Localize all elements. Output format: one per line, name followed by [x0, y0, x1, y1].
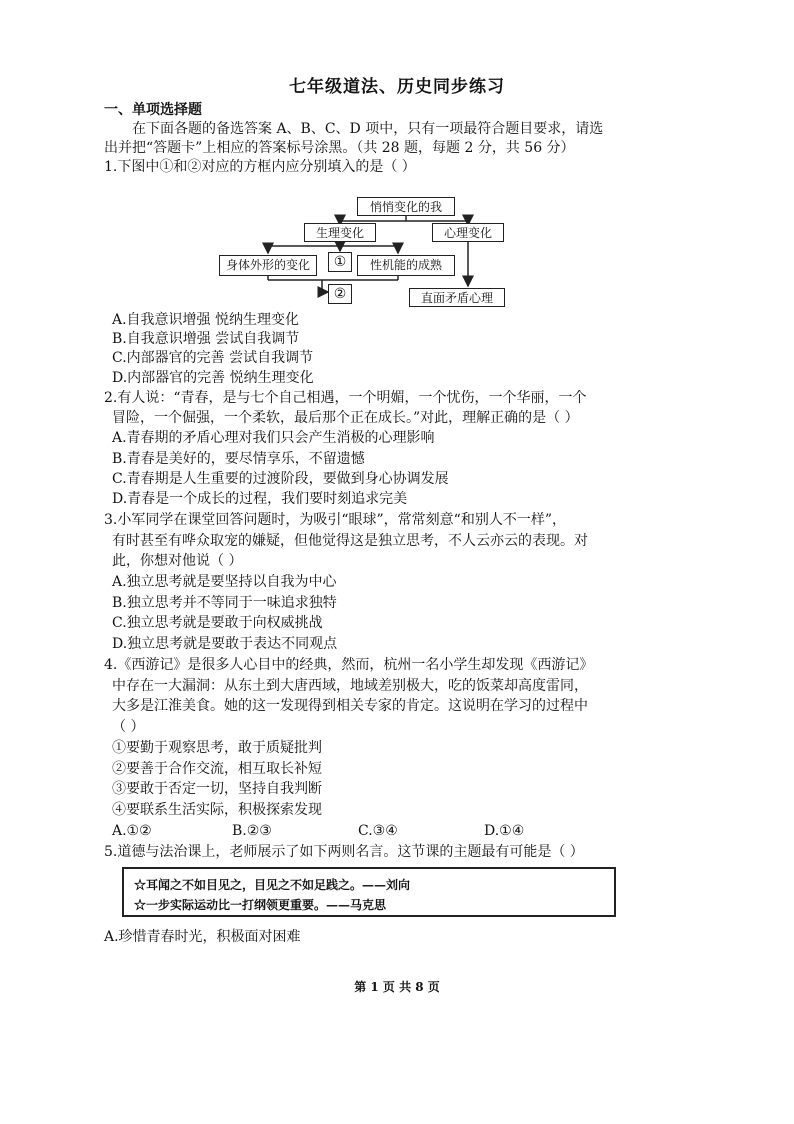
diagram-sexual-box: 性机能的成熟 [357, 255, 455, 276]
q2-option-b: B.青春是美好的，要尽情享乐，不留遗憾 [112, 451, 365, 467]
q2-option-c: C.青春期是人生重要的过渡阶段，要做到身心协调发展 [112, 471, 449, 487]
q1-option-a: A.自我意识增强 悦纳生理变化 [112, 312, 300, 328]
section-heading: 一、单项选择题 [104, 102, 202, 118]
q4-stem-line-2: 中存在一大漏洞：从东土到大唐西域，地域差别极大，吃的饭菜却高度雷同， [112, 678, 588, 694]
q3-stem-line-1: 3.小军同学在课堂回答问题时，为吸引“眼球”，常常刻意“和别人不一样”， [104, 512, 566, 528]
diagram-blank-2-box: ② [328, 284, 352, 304]
q1-option-d: D.内部器官的完善 悦纳生理变化 [112, 370, 314, 386]
q2-stem-line-2: 冒险，一个倔强，一个柔软，最后那个正在成长。”对此，理解正确的是（ ） [112, 410, 579, 426]
q3-stem-line-3: 此，你想对他说（ ） [112, 553, 243, 569]
q3-stem-line-2: 有时甚至有哗众取宠的嫌疑，但他觉得这是独立思考，不人云亦云的表现。对 [112, 533, 588, 549]
page-footer: 第 1 页 共 8 页 [354, 980, 440, 994]
q2-stem-line-1: 2.有人说：“青春，是与七个自己相遇，一个明媚，一个忧伤，一个华丽，一个 [104, 390, 587, 406]
instructions-line-2: 出并把“答题卡”上相应的答案标号涂黑。（共 28 题，每题 2 分，共 56 分） [104, 140, 575, 156]
q5-quote-2: ☆一步实际运动比一打纲领更重要。——马克思 [134, 898, 387, 912]
q3-option-d: D.独立思考就是要敢于表达不同观点 [112, 636, 338, 652]
q2-option-d: D.青春是一个成长的过程，我们要时刻追求完美 [112, 491, 408, 507]
q3-option-b: B.独立思考并不等同于一味追求独特 [112, 595, 337, 611]
page-title: 七年级道法、历史同步练习 [289, 77, 505, 97]
q4-stem-line-3: 大多是江淮美食。她的这一发现得到相关专家的肯定。这说明在学习的过程中 [112, 698, 588, 714]
q1-option-b: B.自我意识增强 尝试自我调节 [112, 331, 300, 347]
q1-option-c: C.内部器官的完善 尝试自我调节 [112, 350, 314, 366]
diagram-physical-box: 生理变化 [304, 223, 376, 242]
q4-option-c: C.③④ [358, 823, 398, 839]
q1-stem: 1.下图中①和②对应的方框内应分别填入的是（ ） [104, 159, 416, 175]
q5-quote-1: ☆耳闻之不如目见之，目见之不如足践之。——刘向 [134, 878, 411, 892]
diagram-contradiction-box: 直面矛盾心理 [409, 288, 505, 307]
q4-option-b: B.②③ [232, 823, 272, 839]
diagram-root-box: 悄悄变化的我 [357, 197, 455, 216]
q4-option-a: A.①② [112, 823, 152, 839]
q5-quote-box [122, 867, 616, 917]
q3-option-a: A.独立思考就是要坚持以自我为中心 [112, 574, 337, 590]
q5-stem: 5.道德与法治课上，老师展示了如下两则名言。这节课的主题最有可能是（ ） [104, 844, 584, 860]
q3-option-c: C.独立思考就是要敢于向权威挑战 [112, 615, 323, 631]
q2-option-a: A.青春期的矛盾心理对我们只会产生消极的心理影响 [112, 430, 435, 446]
q4-item-4: ④要联系生活实际，积极探索发现 [112, 802, 322, 818]
q4-option-d: D.①④ [484, 823, 525, 839]
q5-option-a: A.珍惜青春时光，积极面对困难 [104, 929, 301, 945]
diagram-appearance-box: 身体外形的变化 [219, 255, 317, 276]
q4-stem-line-1: 4.《西游记》是很多人心目中的经典，然而，杭州一名小学生却发现《西游记》 [104, 657, 594, 673]
q4-item-3: ③要敢于否定一切，坚持自我判断 [112, 781, 322, 797]
instructions-line-1: 在下面各题的备选答案 A、B、C、D 项中，只有一项最符合题目要求，请选 [132, 121, 604, 137]
q4-item-1: ①要勤于观察思考，敢于质疑批判 [112, 740, 322, 756]
q4-stem-line-4: （ ） [112, 719, 145, 735]
diagram-psychological-box: 心理变化 [432, 223, 504, 242]
diagram-blank-1-box: ① [328, 252, 352, 272]
q4-item-2: ②要善于合作交流，相互取长补短 [112, 761, 322, 777]
